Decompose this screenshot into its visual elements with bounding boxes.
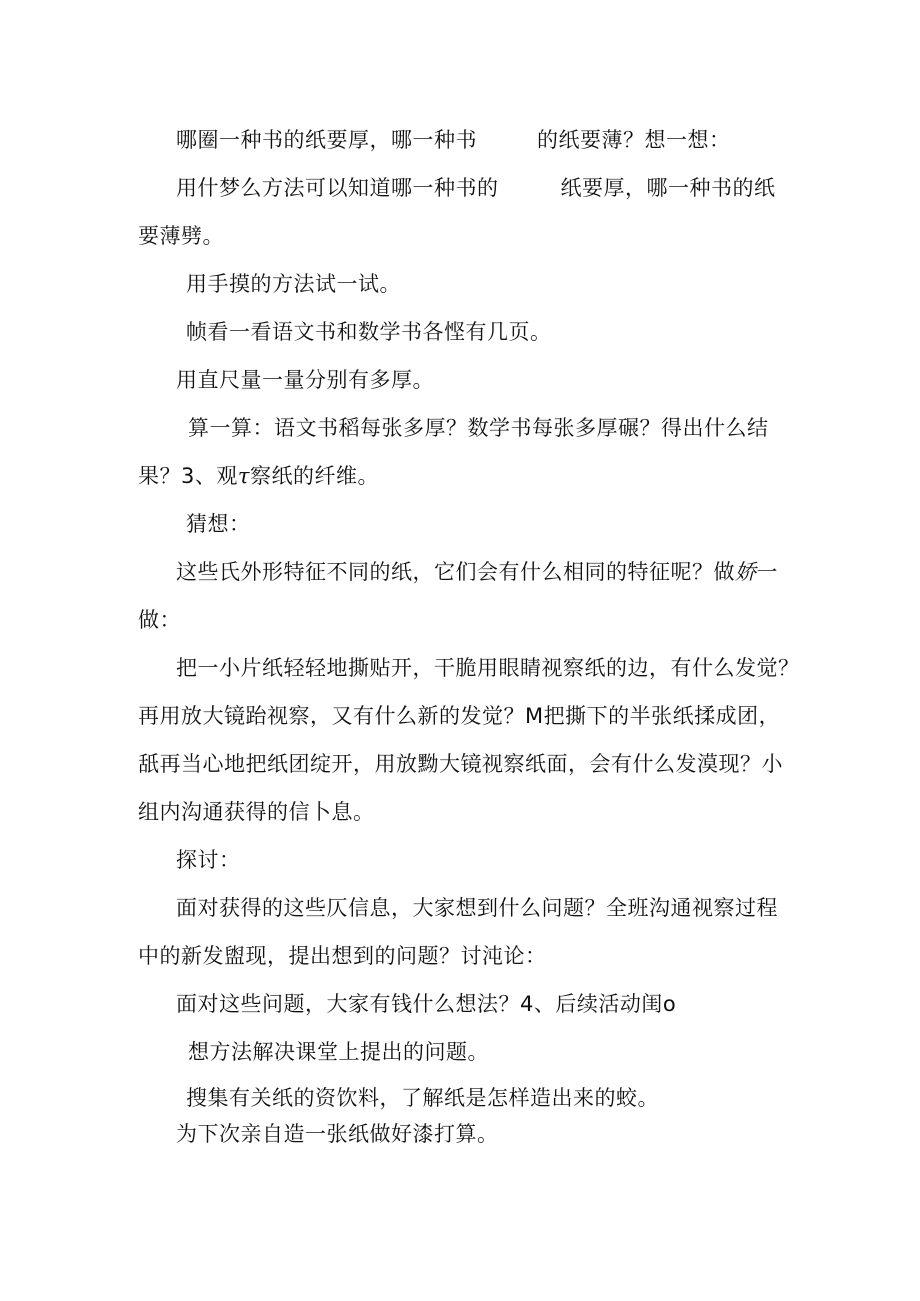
text-line-18 [138, 942, 547, 970]
text-line-8 [138, 462, 379, 490]
text-line-2 [176, 174, 776, 202]
text-segment: 中的新发盥现，提出想到的问题？讨沌论： [138, 944, 547, 968]
text-line-20 [188, 1038, 489, 1066]
text-line-5 [186, 318, 552, 346]
text-segment: 要薄劈。 [138, 224, 224, 248]
text-segment: 面对获得的这些仄信息，大家想到什么问题？全班沟通视察过程 [176, 896, 778, 920]
text-line-16 [176, 846, 241, 874]
text-line-6 [176, 366, 434, 394]
text-line-21 [186, 1084, 659, 1112]
text-segment: 想方法解决课堂上提出的问题。 [188, 1040, 489, 1064]
text-segment: 把一小片纸轻轻地撕贴开，干脆用眼睛视察纸的边，有什么发觉？ [176, 656, 800, 680]
text-glyph: τ [237, 464, 250, 488]
text-segment: 纸要厚，哪一种书的纸 [560, 176, 776, 200]
text-line-17 [176, 894, 778, 922]
text-segment: 算一算：语文书稻每张多厚？数学书每张多厚碾？得出什么结 [188, 416, 769, 440]
text-segment: 用什梦么方法可以知道哪一种书的 [176, 176, 499, 200]
text-line-1 [176, 126, 731, 154]
text-line-15 [138, 798, 375, 826]
text-line-22 [176, 1120, 499, 1148]
text-line-10 [176, 558, 778, 586]
text-segment: 用手摸的方法试一试。 [186, 272, 401, 296]
text-segment: 哪圈一种书的纸要厚，哪一种书 [176, 128, 477, 152]
text-line-14 [138, 750, 783, 778]
text-line-3 [138, 222, 224, 250]
text-segment: 搜集有关纸的资饮料，了解纸是怎样造出来的蛟。 [186, 1086, 659, 1110]
text-segment: 这些氏外形特征不同的纸，它们会有什么相同的特征呢？做 [176, 560, 735, 584]
text-segment: 面对这些问题，大家有钱什么想法？4、后续活动闺o [176, 992, 677, 1016]
text-segment: 探讨： [176, 848, 241, 872]
text-segment: 帧看一看语文书和数学书各悭有几页。 [186, 320, 552, 344]
text-segment: 果？3、观 [138, 464, 238, 488]
text-line-12 [176, 654, 800, 682]
text-segment: 察纸的纤维。 [250, 464, 379, 488]
text-line-9 [186, 510, 251, 538]
text-segment: 一 [756, 560, 778, 584]
text-segment: 组内沟通获得的信卜息。 [138, 800, 375, 824]
text-segment: 再用放大镜跆视察，又有什么新的发觉？M把撕下的半张纸揉成团， [138, 704, 781, 728]
text-line-7 [188, 414, 769, 442]
text-segment: 做： [138, 608, 181, 632]
text-glyph: 娇 [735, 560, 757, 584]
text-line-13 [138, 702, 780, 730]
text-line-4 [186, 270, 401, 298]
text-line-19 [176, 990, 676, 1018]
text-segment: 猜想： [186, 512, 251, 536]
text-segment: 用直尺量一量分别有多厚。 [176, 368, 434, 392]
text-segment: 为下次亲自造一张纸做好漆打算。 [176, 1122, 499, 1146]
text-segment: 的纸要薄？想一想： [537, 128, 731, 152]
text-segment: 舐再当心地把纸团绽开，用放黝大镜视察纸面，会有什么发漠现？小 [138, 752, 783, 776]
text-line-11 [138, 606, 181, 634]
